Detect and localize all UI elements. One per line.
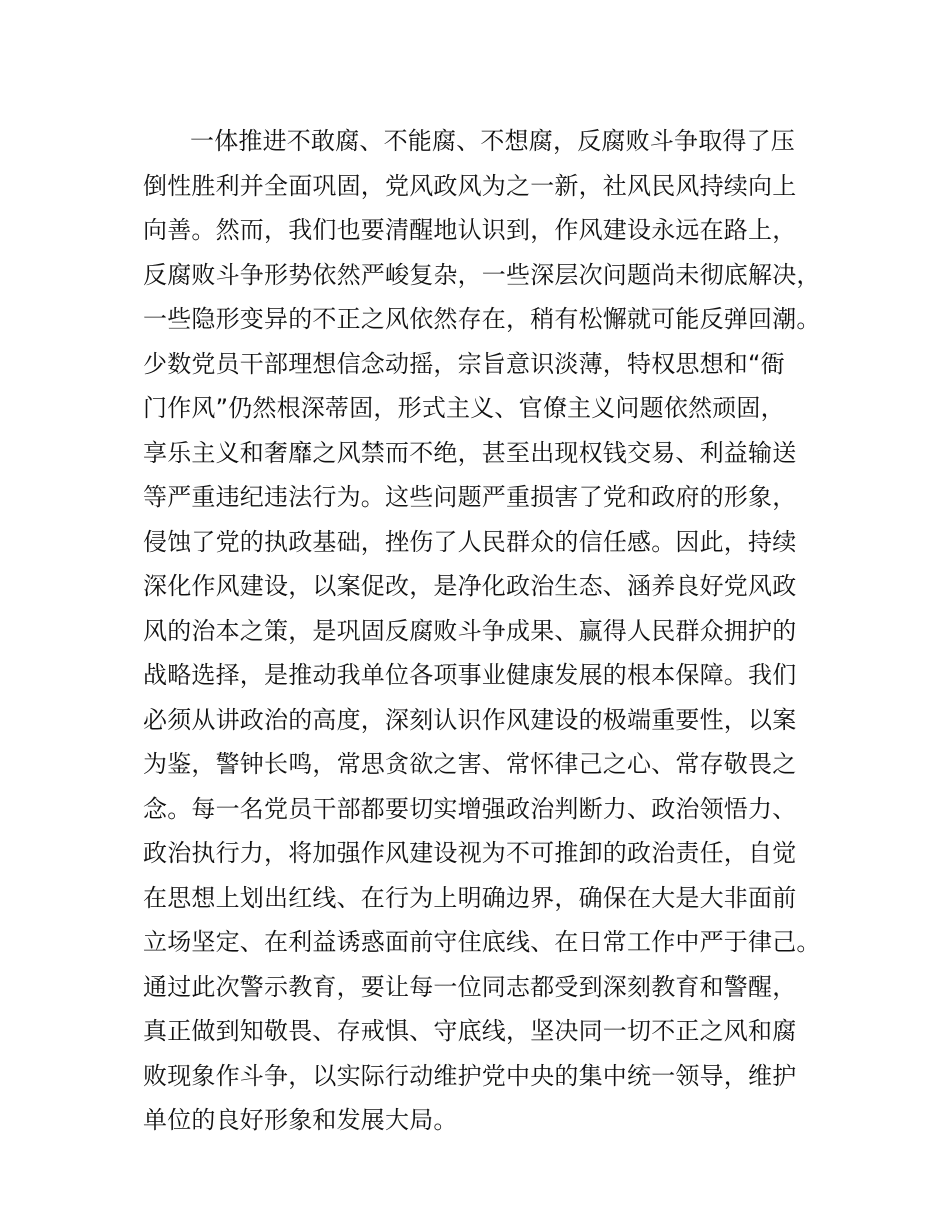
text-line: 真正做到知敬畏、存戒惧、守底线，坚决同一切不正之风和腐 [143,1017,797,1045]
text-line: 在思想上划出红线、在行为上明确边界，确保在大是大非面前 [143,883,797,912]
text-line: 反腐败斗争形势依然严峻复杂，一些深层次问题尚未彻底解决， [143,260,821,289]
text-line: 少数党员干部理想信念动摇，宗旨意识淡薄，特权思想和“衙 [143,349,785,378]
text-line: 倒性胜利并全面巩固，党风政风为之一新，社风民风持续向上 [143,171,797,200]
text-line: 向善。然而，我们也要清醒地认识到，作风建设永远在路上， [143,216,797,244]
text-line: 单位的良好形象和发展大局。 [143,1106,458,1134]
text-line: 战略选择，是推动我单位各项事业健康发展的根本保障。我们 [143,661,797,689]
text-line: 念。每一名党员干部都要切实增强政治判断力、政治领悟力、 [143,794,797,823]
text-line: 败现象作斗争，以实际行动维护党中央的集中统一领导，维护 [143,1061,797,1090]
text-line: 等严重违纪违法行为。这些问题严重损害了党和政府的形象， [143,483,797,511]
text-line: 立场坚定、在利益诱惑面前守住底线、在日常工作中严于律己。 [143,928,821,956]
text-line: 一体推进不敢腐、不能腐、不想腐，反腐败斗争取得了压 [190,127,795,155]
text-line: 风的治本之策，是巩固反腐败斗争成果、赢得人民群众拥护的 [143,616,797,645]
text-line: 通过此次警示教育，要让每一位同志都受到深刻教育和警醒， [143,972,797,1001]
text-line: 门作风”仍然根深蒂固，形式主义、官僚主义问题依然顽固， [143,394,785,422]
text-line: 侵蚀了党的执政基础，挫伤了人民群众的信任感。因此，持续 [143,527,797,556]
text-line: 政治执行力，将加强作风建设视为不可推卸的政治责任，自觉 [143,839,797,867]
text-line: 享乐主义和奢靡之风禁而不绝，甚至出现权钱交易、利益输送 [143,438,797,467]
text-line: 必须从讲政治的高度，深刻认识作风建设的极端重要性，以案 [143,705,797,734]
body-paragraph [143,119,843,1143]
text-line: 深化作风建设，以案促改，是净化政治生态、涵养良好党风政 [143,572,797,600]
text-line: 一些隐形变异的不正之风依然存在，稍有松懈就可能反弹回潮。 [143,305,821,333]
text-line: 为鉴，警钟长鸣，常思贪欲之害、常怀律己之心、常存敬畏之 [143,750,797,778]
